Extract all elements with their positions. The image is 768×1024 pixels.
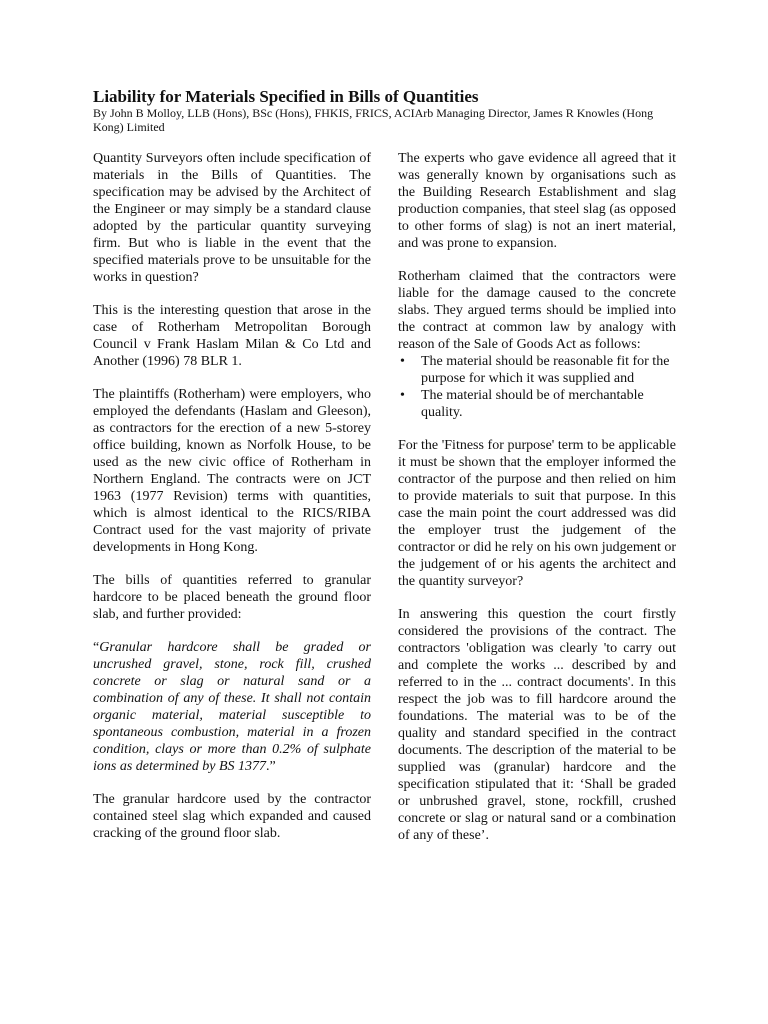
left-column xyxy=(93,150,371,858)
paragraph: The granular hardcore used by the contractor contained steel slag which expanded and caused cracking of the ground floor slab. xyxy=(93,792,371,841)
list-item xyxy=(398,353,676,387)
list-item-text: The material should be reasonable fit for the purpose for which it was supplied and xyxy=(421,354,670,386)
bullet-icon: • xyxy=(400,354,405,369)
paragraph: In answering this question the court firstly considered the provisions of the contract. The contractors 'obligation was clearly 'to carry out and complete the works ... described by and referred to in the ... contract documents'. In this respect the job was to fill hardcore around the foundations. The material was to be of the quality and standard specified in the contract documents. The description of the material to be supplied was (granular) hardcore and the specification stipulated that it: ‘Shall be graded or unbrushed gravel, stone, rockfill, crushed concrete or slag or natural sand or a combination of any of these’. xyxy=(398,607,676,843)
list-item-text: The material should be of merchantable quality. xyxy=(421,388,644,420)
list-item xyxy=(398,387,676,421)
paragraph: For the 'Fitness for purpose' term to be applicable it must be shown that the employer informed the contractor of the purpose and then relied on him to provide materials to suit that purpose. In this case the main point the court addressed was did the employer trust the judgement of the contractor or did he rely on his own judgement or the judgement of or his agents the architect and the quantity surveyor? xyxy=(398,438,676,589)
paragraph: The bills of quantities referred to granular hardcore to be placed beneath the ground floor slab, and further provided: xyxy=(93,573,371,622)
right-column xyxy=(398,150,676,860)
quote-text: Granular hardcore shall be graded or uncrushed gravel, stone, rock fill, crushed concrete or slag or natural sand or a combination of any of these. It shall not contain organic material, material susceptible to spontaneous combustion, material in a frozen condition, clays or more than 0.2% of sulphate ions as determined by BS 1377 xyxy=(93,640,371,774)
quote-close-mark: .” xyxy=(266,759,276,774)
article-byline: By John B Molloy, LLB (Hons), BSc (Hons), FHKIS, FRICS, ACIArb Managing Director, James R Knowles (Hong Kong) Limited xyxy=(93,106,654,134)
implied-terms-list xyxy=(398,353,676,421)
paragraph: The plaintiffs (Rotherham) were employers, who employed the defendants (Haslam and Gleeson), as contractors for the erection of a new 5-storey office building, known as Norfolk House, to be used as the new civic office of Rotherham in Northern England. The contracts were on JCT 1963 (1977 Revision) terms with quantities, which is almost identical to the RICS/RIBA Contract used for the vast majority of private developments in Hong Kong. xyxy=(93,387,371,555)
paragraph: This is the interesting question that arose in the case of Rotherham Metropolitan Borough Council v Frank Haslam Milan & Co Ltd and Another (1996) 78 BLR 1. xyxy=(93,303,371,369)
paragraph: The experts who gave evidence all agreed that it was generally known by organisations such as the Building Research Establishment and slag production companies, that steel slag (as opposed to other forms of slag) is not an inert material, and was prone to expansion. xyxy=(398,151,676,251)
specification-quote xyxy=(93,639,371,775)
article-title: Liability for Materials Specified in Bills of Quantities xyxy=(93,87,479,106)
quote-open-mark: “ xyxy=(93,640,100,655)
bullet-icon: • xyxy=(400,388,405,403)
paragraph: Quantity Surveyors often include specification of materials in the Bills of Quantities. The specification may be advised by the Architect of the Engineer or may simply be a standard clause adopted by the particular quantity surveying firm. But who is liable in the event that the specified materials prove to be unsuitable for the works in question? xyxy=(93,151,371,285)
paragraph: Rotherham claimed that the contractors were liable for the damage caused to the concrete slabs. They argued terms should be implied into the contract at common law by analogy with reason of the Sale of Goods Act as follows: xyxy=(398,269,676,352)
